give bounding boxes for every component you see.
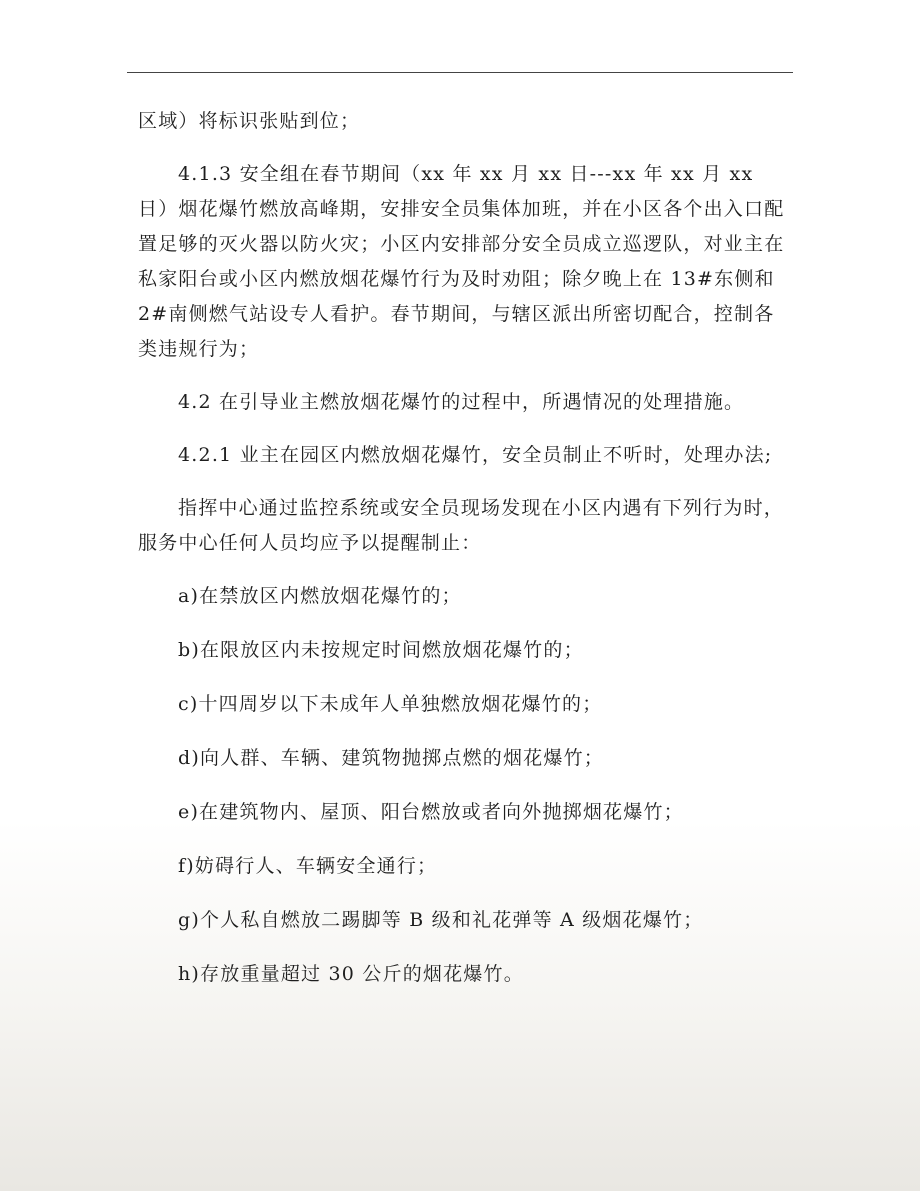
list-item-h: h)存放重量超过 30 公斤的烟花爆竹。 (178, 963, 524, 985)
document-body (138, 104, 788, 1011)
list-item-f: f)妨碍行人、车辆安全通行； (178, 855, 438, 877)
list-item-b: b)在限放区内未按规定时间燃放烟花爆竹的； (178, 639, 584, 661)
header-rule (127, 72, 793, 73)
list-item-d: d)向人群、车辆、建筑物抛掷点燃的烟花爆竹； (178, 747, 604, 769)
paragraph-monitoring: 指挥中心通过监控系统或安全员现场发现在小区内遇有下列行为时，服务中心任何人员均应予以提醒制止： (138, 497, 785, 554)
paragraph-4-2-1: 4.2.1 业主在园区内燃放烟花爆竹，安全员制止不听时，处理办法; (178, 444, 773, 466)
list-item-c: c)十四周岁以下未成年人单独燃放烟花爆竹的； (178, 693, 603, 715)
paragraph-4-2: 4.2 在引导业主燃放烟花爆竹的过程中，所遇情况的处理措施。 (178, 391, 745, 413)
list-item-g: g)个人私自燃放二踢脚等 B 级和礼花弹等 A 级烟花爆竹； (178, 909, 704, 931)
list-item-e: e)在建筑物内、屋顶、阳台燃放或者向外抛掷烟花爆竹； (178, 801, 684, 823)
list-item-a: a)在禁放区内燃放烟花爆竹的； (178, 585, 462, 607)
paragraph-4-1-3: 4.1.3 安全组在春节期间（xx 年 xx 月 xx 日---xx 年 xx 月 xx 日）烟花爆竹燃放高峰期，安排安全员集体加班，并在小区各个出入口配置足够的灭火器以防火灾；小区内安排部分安全员成立巡逻队，对业主在私家阳台或小区内燃放烟花爆竹行为及时劝阻；除夕晚上在 13#东侧和 2#南侧燃气站设专人看护。春节期间，与辖区派出所密切配合，控制各类违规行为； (138, 163, 785, 360)
paragraph-continuation: 区域）将标识张贴到位； (138, 110, 361, 132)
